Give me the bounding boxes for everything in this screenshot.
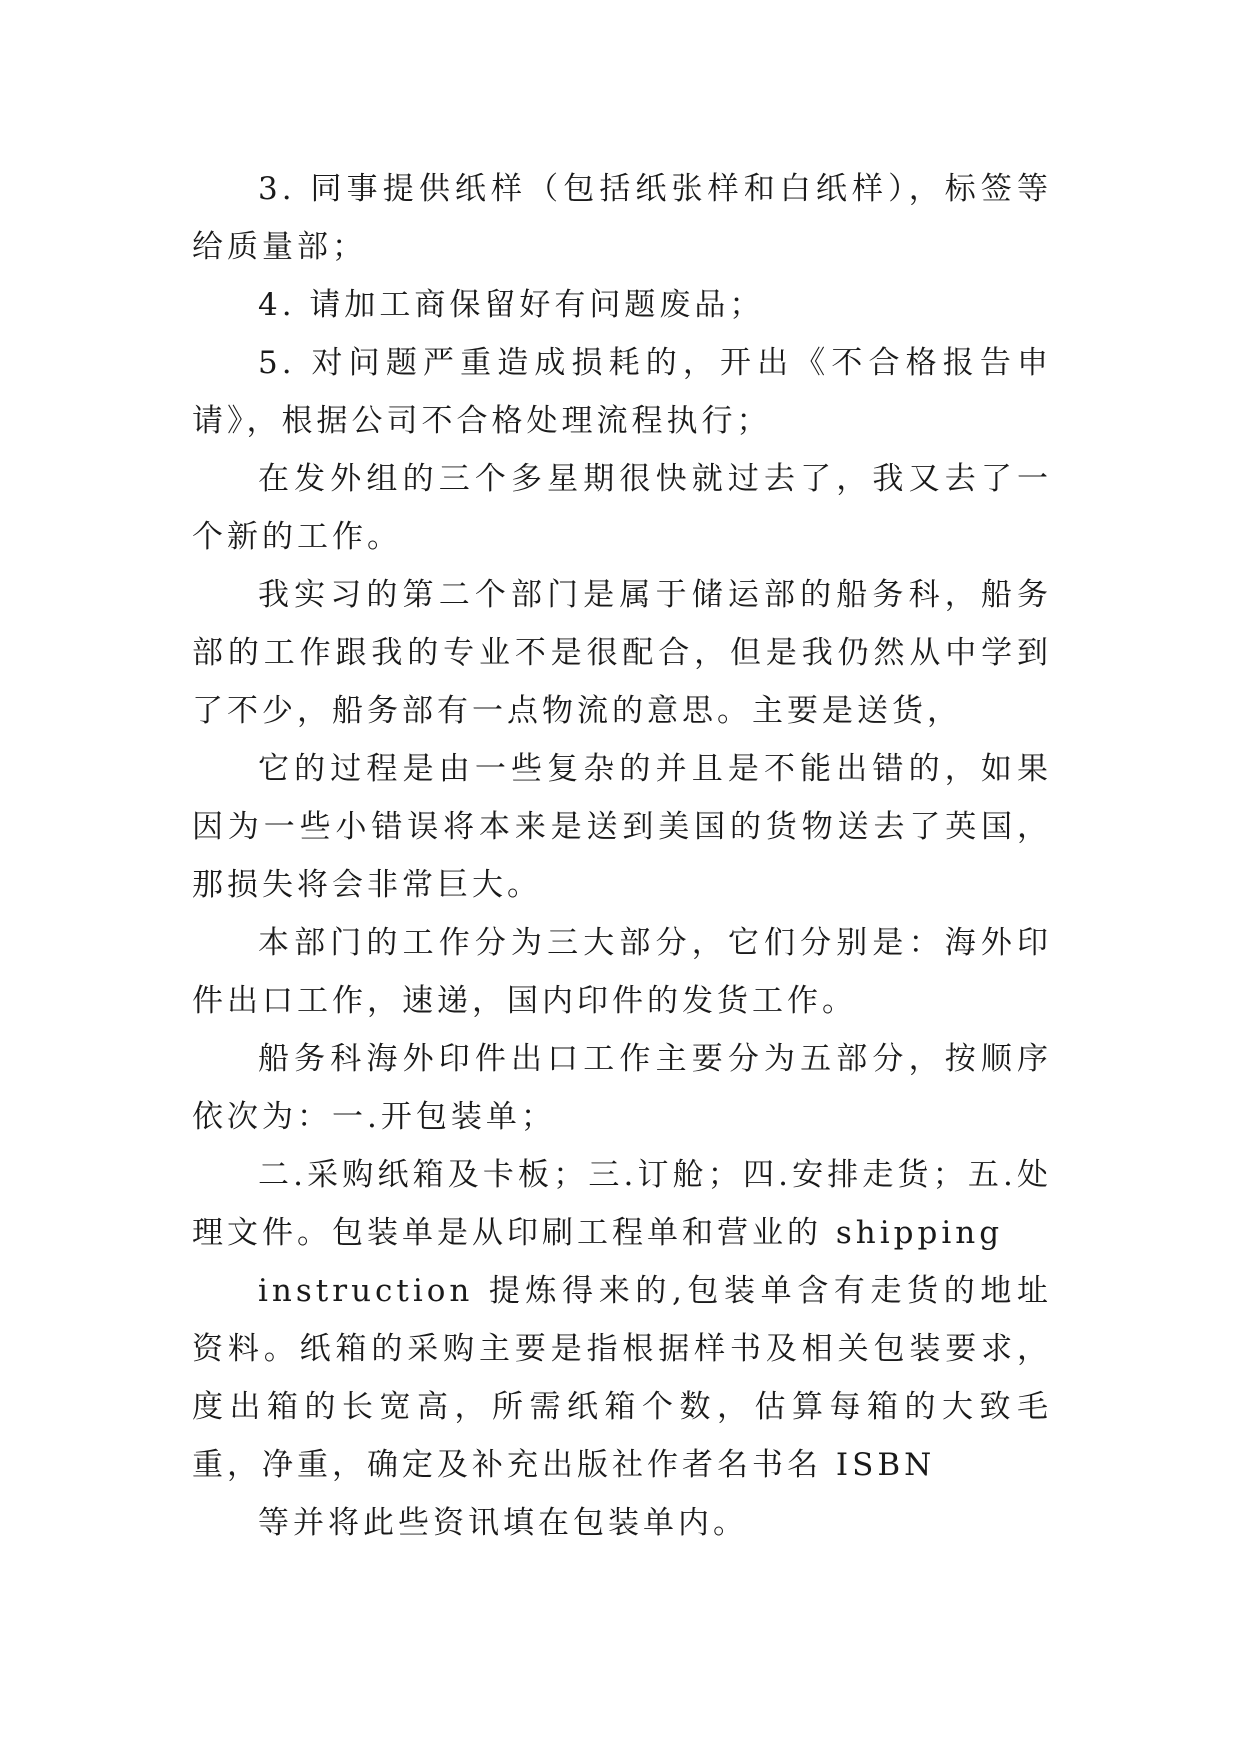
body-text: [192, 160, 1052, 1552]
paragraph-item-5: 5. 对问题严重造成损耗的，开出《不合格报告申请》，根据公司不合格处理流程执行；: [192, 345, 1052, 439]
paragraph-dispatch-group: 在发外组的三个多星期很快就过去了，我又去了一个新的工作。: [192, 461, 1052, 555]
paragraph-second-department: 我实习的第二个部门是属于储运部的船务科，船务部的工作跟我的专业不是很配合，但是我仍然从中学到了不少，船务部有一点物流的意思。主要是送货，: [192, 577, 1052, 729]
paragraph-steps: 二.采购纸箱及卡板；三.订舱；四.安排走货；五.处理文件。包装单是从印刷工程单和营业的 shipping: [192, 1157, 1052, 1251]
paragraph-item-3: 3. 同事提供纸样（包括纸张样和白纸样），标签等给质量部；: [192, 171, 1052, 265]
paragraph-three-parts: 本部门的工作分为三大部分，它们分别是：海外印件出口工作，速递，国内印件的发货工作。: [192, 925, 1052, 1019]
paragraph-item-4: 4. 请加工商保留好有问题废品；: [258, 287, 765, 323]
paragraph-process: 它的过程是由一些复杂的并且是不能出错的，如果因为一些小错误将本来是送到美国的货物送去了英国，那损失将会非常巨大。: [192, 751, 1052, 903]
paragraph-five-parts: 船务科海外印件出口工作主要分为五部分，按顺序依次为：一.开包装单；: [192, 1041, 1052, 1135]
paragraph-packing-list: instruction 提炼得来的,包装单含有走货的地址资料。纸箱的采购主要是指根据样书及相关包装要求，度出箱的长宽高，所需纸箱个数，估算每箱的大致毛重，净重，确定及补充出版社作者名书名 ISBN: [192, 1273, 1052, 1483]
paragraph-closing: 等并将此些资讯填在包装单内。: [258, 1505, 748, 1541]
